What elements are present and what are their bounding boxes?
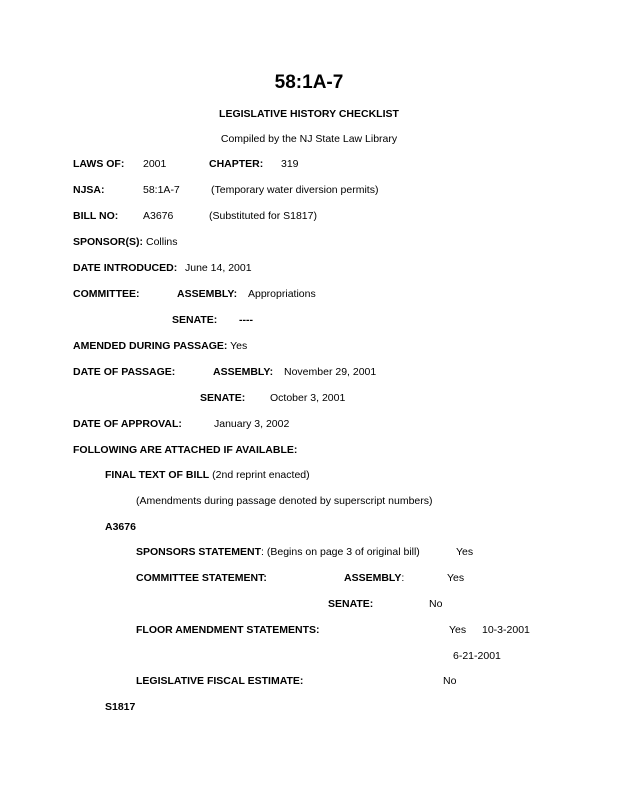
floor-amendment-value: Yes: [449, 624, 467, 636]
committee-statement-assembly-colon: :: [401, 572, 405, 584]
floor-amendment-label: FLOOR AMENDMENT STATEMENTS:: [136, 624, 320, 636]
committee-assembly-value: Appropriations: [248, 288, 316, 300]
committee-statement-assembly-label: ASSEMBLY: [344, 572, 402, 584]
a3676-heading: A3676: [105, 521, 136, 533]
committee-senate-label: SENATE:: [172, 314, 218, 326]
committee-statement-assembly: [344, 572, 404, 584]
committee-assembly-label: ASSEMBLY:: [177, 288, 238, 300]
document-subtitle: LEGISLATIVE HISTORY CHECKLIST: [219, 108, 399, 120]
fiscal-estimate-label: LEGISLATIVE FISCAL ESTIMATE:: [136, 675, 304, 687]
njsa-label: NJSA:: [73, 184, 105, 196]
floor-amendment-date-1: 10-3-2001: [482, 624, 530, 636]
njsa-desc: (Temporary water diversion permits): [211, 184, 379, 196]
bill-no-desc: (Substituted for S1817): [209, 210, 317, 222]
date-of-approval-label: DATE OF APPROVAL:: [73, 418, 182, 430]
committee-statement-label: COMMITTEE STATEMENT:: [136, 572, 267, 584]
compiled-by: Compiled by the NJ State Law Library: [220, 133, 398, 145]
bill-no-label: BILL NO:: [73, 210, 119, 222]
amended-line: [73, 340, 247, 352]
chapter-value: 319: [281, 158, 299, 170]
committee-senate-value: ----: [239, 314, 253, 326]
njsa-value: 58:1A-7: [143, 184, 180, 196]
passage-assembly-label: ASSEMBLY:: [213, 366, 274, 378]
passage-senate-label: SENATE:: [200, 392, 246, 404]
fiscal-estimate-value: No: [443, 675, 457, 687]
sponsors-value: Collins: [146, 236, 178, 248]
sponsors-statement-note: : (Begins on page 3 of original bill): [261, 546, 420, 558]
final-text-line: [105, 469, 310, 481]
committee-statement-senate-value: No: [429, 598, 443, 610]
date-introduced-value: June 14, 2001: [185, 262, 252, 274]
committee-label: COMMITTEE:: [73, 288, 140, 300]
bill-no-value: A3676: [143, 210, 174, 222]
date-of-approval-value: January 3, 2002: [214, 418, 290, 430]
amended-value: Yes: [230, 340, 248, 352]
date-introduced-label: DATE INTRODUCED:: [73, 262, 178, 274]
final-text-note: (2nd reprint enacted): [212, 469, 310, 481]
final-text-label: FINAL TEXT OF BILL: [105, 469, 210, 481]
laws-of-value: 2001: [143, 158, 167, 170]
passage-senate-value: October 3, 2001: [270, 392, 346, 404]
floor-amendment-date-2: 6-21-2001: [453, 650, 501, 662]
committee-statement-senate-label: SENATE:: [328, 598, 374, 610]
sponsors-statement-line: [136, 546, 420, 558]
amended-label: AMENDED DURING PASSAGE:: [73, 340, 228, 352]
amendments-note: (Amendments during passage denoted by superscript numbers): [136, 495, 433, 507]
following-heading: FOLLOWING ARE ATTACHED IF AVAILABLE:: [73, 444, 298, 456]
sponsors-label: SPONSOR(S):: [73, 236, 144, 248]
chapter-label: CHAPTER:: [209, 158, 264, 170]
sponsors-statement-label: SPONSORS STATEMENT: [136, 546, 262, 558]
document-title: 58:1A-7: [274, 72, 344, 93]
passage-assembly-value: November 29, 2001: [284, 366, 377, 378]
committee-statement-assembly-value: Yes: [447, 572, 465, 584]
s1817-heading: S1817: [105, 701, 136, 713]
sponsors-statement-value: Yes: [456, 546, 474, 558]
laws-of-label: LAWS OF:: [73, 158, 125, 170]
date-of-passage-label: DATE OF PASSAGE:: [73, 366, 176, 378]
